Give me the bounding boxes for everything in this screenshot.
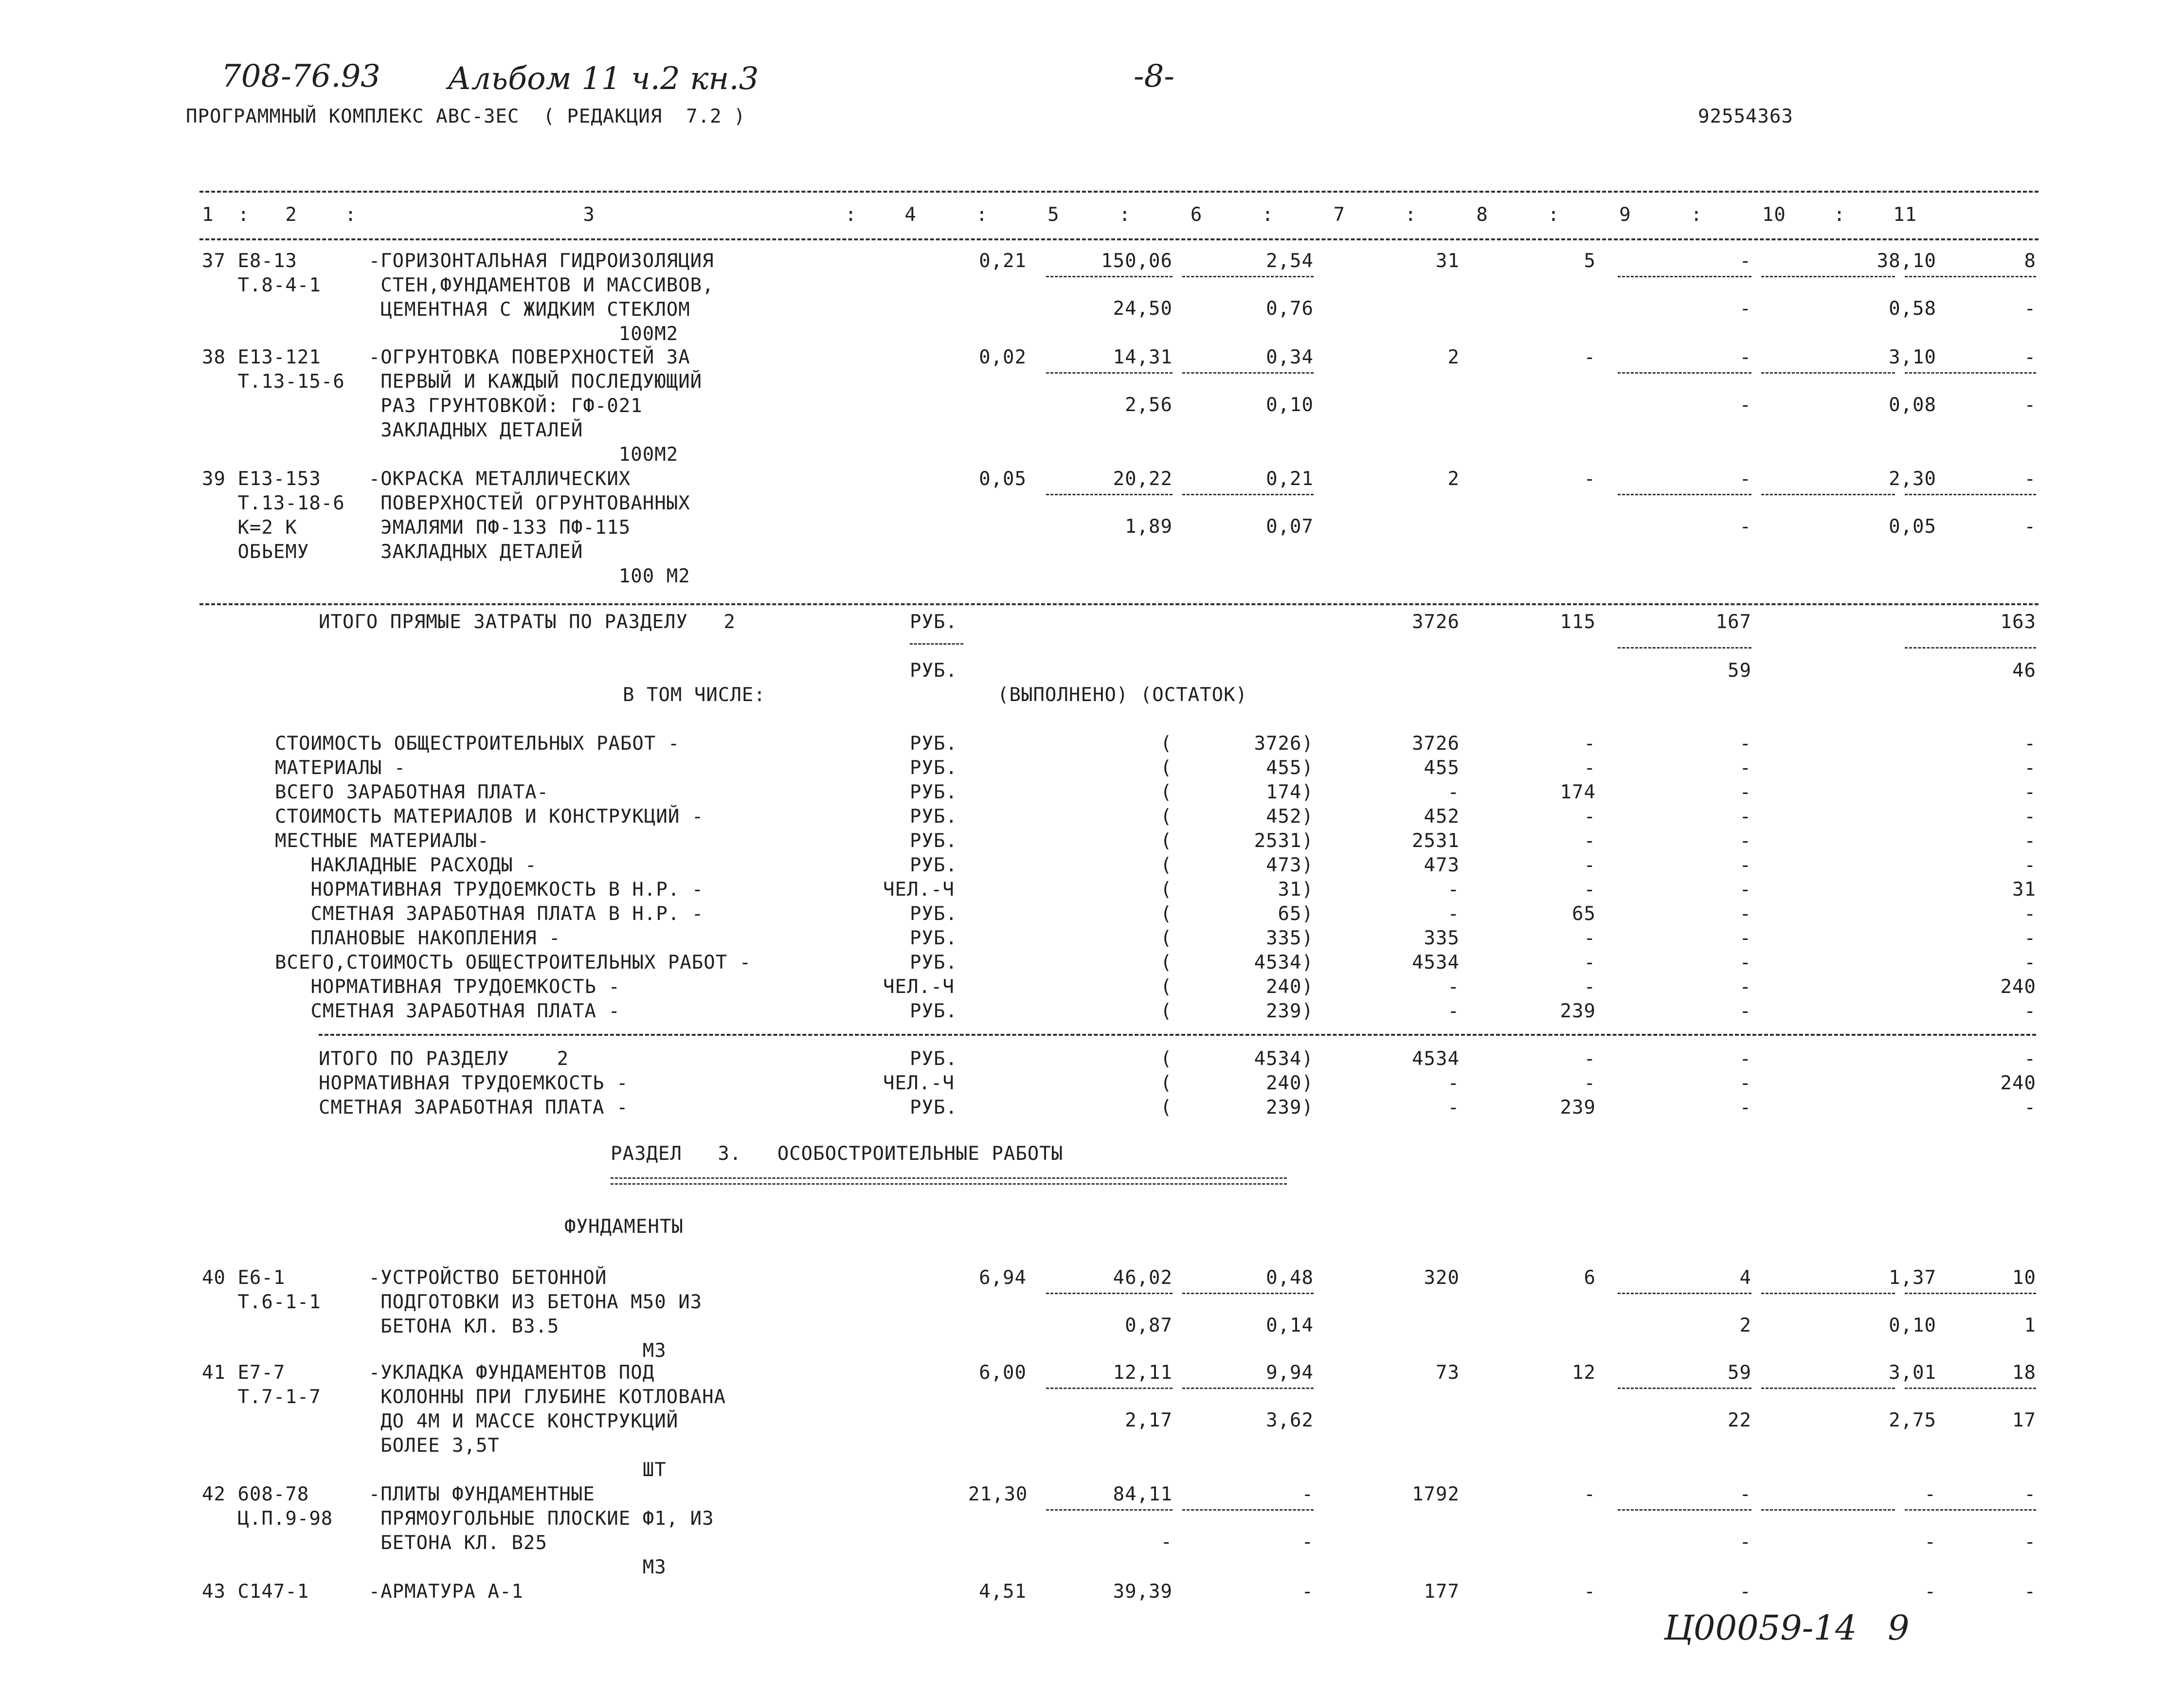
summary-done: 174) [1266, 781, 1314, 803]
row-text-line: 38 Е13-121 -ОГРУНТОВКА ПОВЕРХНОСТЕЙ ЗА [202, 346, 690, 368]
row-text-line: 40 Е6-1 -УСТРОЙСТВО БЕТОННОЙ [202, 1267, 607, 1289]
total-direct-c7: 3726 [1412, 611, 1460, 633]
row-text-line: Т.13-18-6 ПОВЕРХНОСТЕЙ ОГРУНТОВАННЫХ [202, 492, 690, 514]
cell-rule [1905, 372, 2036, 374]
total-rule [199, 603, 2039, 605]
cell-rule [1182, 276, 1314, 277]
cell-c11: 18 [2012, 1362, 2036, 1384]
cell-c9: - [1739, 1581, 1751, 1603]
summary-paren: ( [1160, 927, 1173, 949]
total-direct-c8: 115 [1560, 611, 1596, 633]
summary-unit: РУБ. [910, 1097, 957, 1119]
summary-label: МАТЕРИАЛЫ - [275, 757, 406, 779]
cell-c5-salary: 24,50 [1113, 298, 1173, 320]
section-total-rule [319, 1034, 2036, 1036]
cell-c5: 84,11 [1113, 1483, 1173, 1505]
summary-label: СМЕТНАЯ ЗАРАБОТНАЯ ПЛАТА - [319, 1097, 629, 1119]
summary-paren: ( [1160, 903, 1173, 925]
cell-c9: - [1739, 250, 1751, 272]
cell-c9: - [1739, 1483, 1751, 1505]
cell-c10-salary: 2,75 [1889, 1409, 1936, 1431]
summary-paren: ( [1160, 879, 1173, 901]
summary-c11: - [2024, 733, 2036, 755]
summary-c9: - [1739, 781, 1751, 803]
row-text-line: ШТ [202, 1459, 667, 1481]
summary-paren: ( [1160, 976, 1173, 998]
cell-rule [1046, 1509, 1173, 1511]
total-direct-c11: 163 [2000, 611, 2036, 633]
cell-c5: 14,31 [1113, 346, 1173, 368]
summary-done: 240) [1266, 976, 1314, 998]
summary-done: 335) [1266, 927, 1314, 949]
summary-c11: - [2024, 781, 2036, 803]
summary-c9: - [1739, 879, 1751, 901]
section3-underline-2 [611, 1183, 1287, 1185]
cell-c10: - [1924, 1483, 1936, 1505]
row-text-line: М3 [202, 1340, 667, 1362]
summary-paren: ( [1160, 1000, 1173, 1022]
cell-c11-salary: 17 [2012, 1409, 2036, 1431]
summary-c7: - [1447, 1072, 1460, 1094]
summary-paren: ( [1160, 806, 1173, 828]
summary-c9: - [1739, 976, 1751, 998]
row-text-line: М3 [202, 1556, 667, 1578]
cell-rule [1905, 1293, 2036, 1294]
summary-done: 2531) [1254, 830, 1314, 852]
row-text-line: 41 Е7-7 -УКЛАДКА ФУНДАМЕНТОВ ПОД [202, 1362, 655, 1384]
summary-c8: - [1584, 1072, 1596, 1094]
cell-rule [1182, 1509, 1314, 1511]
cell-c6-salary: 3,62 [1266, 1409, 1314, 1431]
cell-rule [1182, 1388, 1314, 1389]
cell-c9-salary: 2 [1739, 1315, 1751, 1336]
cell-c5: 20,22 [1113, 468, 1173, 490]
summary-c8: - [1584, 952, 1596, 974]
cell-rule [1905, 494, 2036, 495]
summary-done: 4534) [1254, 1048, 1314, 1070]
summary-c11: - [2024, 952, 2036, 974]
summary-c8: - [1584, 879, 1596, 901]
summary-label: НОРМАТИВНАЯ ТРУДОЕМКОСТЬ - [275, 976, 620, 998]
total-direct-label: ИТОГО ПРЯМЫЕ ЗАТРАТЫ ПО РАЗДЕЛУ 2 [319, 611, 736, 633]
section3-underline-1 [611, 1177, 1287, 1179]
summary-c9: - [1739, 1048, 1751, 1070]
summary-paren: ( [1160, 1097, 1173, 1119]
summary-c11: - [2024, 927, 2036, 949]
cell-c6-salary: 0,14 [1266, 1315, 1314, 1336]
cell-c4: 6,94 [979, 1267, 1027, 1289]
summary-c11: - [2024, 903, 2036, 925]
c11-underline [1905, 647, 2036, 649]
cell-c7: 177 [1424, 1581, 1460, 1603]
total-direct-c11b: 46 [2012, 660, 2036, 682]
cell-c6: - [1301, 1581, 1314, 1603]
summary-c7: 4534 [1412, 952, 1460, 974]
summary-c8: - [1584, 806, 1596, 828]
handwritten-album: Альбом 11 ч.2 кн.3 [448, 61, 759, 97]
summary-label: СТОИМОСТЬ ОБЩЕСТРОИТЕЛЬНЫХ РАБОТ - [275, 733, 680, 755]
summary-label: ПЛАНОВЫЕ НАКОПЛЕНИЯ - [275, 927, 561, 949]
total-direct-unit2: РУБ. [910, 660, 957, 682]
cell-c9-salary: - [1739, 516, 1751, 538]
cell-c9: 59 [1728, 1362, 1751, 1384]
cell-c6-salary: 0,76 [1266, 298, 1314, 320]
cell-c5: 150,06 [1101, 250, 1173, 272]
summary-unit: РУБ. [910, 806, 957, 828]
row-text-line: БЕТОНА КЛ. В25 [202, 1532, 547, 1554]
cell-c11: - [2024, 1483, 2036, 1505]
cell-c8: - [1584, 1581, 1596, 1603]
summary-c11: - [2024, 757, 2036, 779]
summary-c9: - [1739, 1097, 1751, 1119]
summary-c8: - [1584, 854, 1596, 876]
summary-c9: - [1739, 854, 1751, 876]
summary-c8: - [1584, 733, 1596, 755]
summary-paren: ( [1160, 854, 1173, 876]
summary-c11: - [2024, 854, 2036, 876]
summary-done: 455) [1266, 757, 1314, 779]
summary-c8: 239 [1560, 1000, 1596, 1022]
row-text-line: 100 М2 [202, 565, 690, 587]
total-direct-unit: РУБ. [910, 611, 957, 633]
summary-unit: РУБ. [910, 733, 957, 755]
summary-c11: - [2024, 1000, 2036, 1022]
cell-c8: 5 [1584, 250, 1596, 272]
row-text-line: 100М2 [202, 323, 679, 345]
cell-rule [1761, 1509, 1895, 1511]
summary-unit: ЧЕЛ.-Ч [883, 879, 955, 901]
row-text-line: 39 Е13-153 -ОКРАСКА МЕТАЛЛИЧЕСКИХ [202, 468, 631, 490]
cell-c10-salary: 0,08 [1889, 394, 1936, 416]
handwritten-page-number: -8- [1134, 58, 1174, 94]
cell-rule [1182, 372, 1314, 374]
summary-label: СМЕТНАЯ ЗАРАБОТНАЯ ПЛАТА В Н.Р. - [275, 903, 704, 925]
unit-underline [910, 643, 963, 645]
summary-c11: 31 [2012, 879, 2036, 901]
cell-rule [1618, 276, 1751, 277]
summary-c8: - [1584, 830, 1596, 852]
summary-done: 3726) [1254, 733, 1314, 755]
cell-rule [1905, 1388, 2036, 1389]
summary-c8: - [1584, 976, 1596, 998]
summary-c7: - [1447, 781, 1460, 803]
summary-c7: 473 [1424, 854, 1460, 876]
summary-c7: - [1447, 879, 1460, 901]
cell-c5: 39,39 [1113, 1581, 1173, 1603]
summary-c8: - [1584, 1048, 1596, 1070]
cell-c11: - [2024, 468, 2036, 490]
cell-c10: 2,30 [1889, 468, 1936, 490]
cell-rule [1046, 1388, 1173, 1389]
cell-c9: 4 [1739, 1267, 1751, 1289]
cell-c6: 2,54 [1266, 250, 1314, 272]
including-columns: (ВЫПОЛНЕНО) (ОСТАТОК) [997, 684, 1248, 706]
cell-c7: 1792 [1412, 1483, 1460, 1505]
cell-c6: - [1301, 1483, 1314, 1505]
summary-unit: РУБ. [910, 781, 957, 803]
cell-c4: 0,02 [979, 346, 1027, 368]
row-text-line: Ц.П.9-98 ПРЯМОУГОЛЬНЫЕ ПЛОСКИЕ Ф1, ИЗ [202, 1508, 714, 1530]
row-text-line: Т.6-1-1 ПОДГОТОВКИ ИЗ БЕТОНА М50 ИЗ [202, 1291, 703, 1313]
cell-c5-salary: 2,17 [1125, 1409, 1173, 1431]
summary-c7: 335 [1424, 927, 1460, 949]
cell-c11-salary: - [2024, 516, 2036, 538]
cell-rule [1761, 1293, 1895, 1294]
cell-c5-salary: 1,89 [1125, 516, 1173, 538]
row-text-line: ЦЕМЕНТНАЯ С ЖИДКИМ СТЕКЛОМ [202, 299, 690, 321]
cell-c10: 3,10 [1889, 346, 1936, 368]
cell-c8: - [1584, 1483, 1596, 1505]
including-label: В ТОМ ЧИСЛЕ: [623, 684, 766, 706]
total-direct-c9: 167 [1715, 611, 1751, 633]
program-header: ПРОГРАММНЫЙ КОМПЛЕКС АВС-3ЕС ( РЕДАКЦИЯ 7.2 ) [186, 106, 746, 127]
summary-c9: - [1739, 1072, 1751, 1094]
cell-c4: 0,05 [979, 468, 1027, 490]
total-direct-c9b: 59 [1728, 660, 1751, 682]
summary-unit: ЧЕЛ.-Ч [883, 976, 955, 998]
cell-c10: - [1924, 1581, 1936, 1603]
section3-title: РАЗДЕЛ 3. ОСОБОСТРОИТЕЛЬНЫЕ РАБОТЫ [611, 1143, 1064, 1165]
summary-paren: ( [1160, 781, 1173, 803]
cell-rule [1182, 494, 1314, 495]
cell-c10-salary: 0,58 [1889, 298, 1936, 320]
cell-rule [1618, 494, 1751, 495]
summary-label: СТОИМОСТЬ МАТЕРИАЛОВ И КОНСТРУКЦИЙ - [275, 806, 704, 828]
cell-c6-salary: 0,07 [1266, 516, 1314, 538]
cell-c11-salary: - [2024, 1531, 2036, 1553]
summary-c9: - [1739, 830, 1751, 852]
cell-c4: 6,00 [979, 1362, 1027, 1384]
cell-c9-salary: - [1739, 394, 1751, 416]
cell-rule [1046, 276, 1173, 277]
row-text-line: РАЗ ГРУНТОВКОЙ: ГФ-021 [202, 395, 643, 417]
row-text-line: Т.7-1-7 КОЛОННЫ ПРИ ГЛУБИНЕ КОТЛОВАНА [202, 1386, 726, 1408]
cell-c6-salary: 0,10 [1266, 394, 1314, 416]
row-text-line: БЕТОНА КЛ. В3.5 [202, 1316, 560, 1337]
cell-c6: 9,94 [1266, 1362, 1314, 1384]
summary-done: 65) [1278, 903, 1314, 925]
summary-c11: - [2024, 1097, 2036, 1119]
row-text-line: ОБЬЕМУ ЗАКЛАДНЫХ ДЕТАЛЕЙ [202, 541, 583, 563]
summary-unit: РУБ. [910, 830, 957, 852]
handwritten-stamp: Ц00059-14 [1664, 1608, 1857, 1648]
cell-c11-salary: 1 [2024, 1315, 2036, 1336]
row-text-line: БОЛЕЕ 3,5Т [202, 1435, 500, 1457]
row-text-line: Т.13-15-6 ПЕРВЫЙ И КАЖДЫЙ ПОСЛЕДУЮЩИЙ [202, 371, 703, 393]
cell-rule [1618, 1509, 1751, 1511]
summary-label: СМЕТНАЯ ЗАРАБОТНАЯ ПЛАТА - [275, 1000, 620, 1022]
cell-rule [1618, 372, 1751, 374]
summary-c8: 65 [1572, 903, 1596, 925]
summary-done: 4534) [1254, 952, 1314, 974]
handwritten-sheet-number: 9 [1888, 1608, 1910, 1648]
summary-paren: ( [1160, 733, 1173, 755]
cell-rule [1761, 494, 1895, 495]
cell-c5-salary: 2,56 [1125, 394, 1173, 416]
summary-c7: 2531 [1412, 830, 1460, 852]
cell-c9-salary: - [1739, 1531, 1751, 1553]
cell-c10-salary: 0,05 [1889, 516, 1936, 538]
summary-c7: - [1447, 1097, 1460, 1119]
cell-c9: - [1739, 346, 1751, 368]
summary-c9: - [1739, 1000, 1751, 1022]
summary-c11: - [2024, 1048, 2036, 1070]
summary-unit: РУБ. [910, 952, 957, 974]
summary-c11: 240 [2000, 976, 2036, 998]
summary-done: 239) [1266, 1097, 1314, 1119]
column-numbers: 1 : 2 : 3 : 4 : 5 : 6 : 7 : 8 : 9 : 10 : 11 [202, 204, 1917, 226]
cell-c11-salary: - [2024, 394, 2036, 416]
summary-label: НОРМАТИВНАЯ ТРУДОЕМКОСТЬ В Н.Р. - [275, 879, 704, 901]
table-header-rule [199, 238, 2039, 240]
summary-done: 31) [1278, 879, 1314, 901]
cell-c11: 8 [2024, 250, 2036, 272]
row-text-line: 42 608-78 -ПЛИТЫ ФУНДАМЕНТНЫЕ [202, 1483, 595, 1505]
cell-rule [1046, 494, 1173, 495]
summary-c7: - [1447, 976, 1460, 998]
cell-rule [1905, 276, 2036, 277]
cell-rule [1905, 1509, 2036, 1511]
cell-c10-salary: 0,10 [1889, 1315, 1936, 1336]
summary-c11: - [2024, 830, 2036, 852]
summary-c8: 174 [1560, 781, 1596, 803]
row-text-line: 100М2 [202, 444, 679, 466]
cell-c8: - [1584, 346, 1596, 368]
summary-c7: 452 [1424, 806, 1460, 828]
cell-c6: 0,21 [1266, 468, 1314, 490]
summary-c9: - [1739, 927, 1751, 949]
cell-rule [1182, 1293, 1314, 1294]
cell-rule [1618, 1293, 1751, 1294]
summary-c8: - [1584, 927, 1596, 949]
cell-c8: 12 [1572, 1362, 1596, 1384]
summary-unit: ЧЕЛ.-Ч [883, 1072, 955, 1094]
summary-c7: 4534 [1412, 1048, 1460, 1070]
summary-c11: - [2024, 806, 2036, 828]
cell-c5: 12,11 [1113, 1362, 1173, 1384]
summary-paren: ( [1160, 1072, 1173, 1094]
summary-c9: - [1739, 757, 1751, 779]
cell-c5-salary: 0,87 [1125, 1315, 1173, 1336]
table-top-rule [199, 191, 2039, 193]
cell-rule [1761, 1388, 1895, 1389]
cell-c11: 10 [2012, 1267, 2036, 1289]
c9-underline [1618, 647, 1751, 649]
cell-c4: 0,21 [979, 250, 1027, 272]
summary-paren: ( [1160, 952, 1173, 974]
summary-unit: РУБ. [910, 927, 957, 949]
cell-rule [1046, 372, 1173, 374]
summary-unit: РУБ. [910, 757, 957, 779]
summary-done: 473) [1266, 854, 1314, 876]
cell-c7: 320 [1424, 1267, 1460, 1289]
summary-c7: 455 [1424, 757, 1460, 779]
summary-c8: - [1584, 757, 1596, 779]
cell-c4: 21,30 [968, 1483, 1028, 1505]
summary-c11: 240 [2000, 1072, 2036, 1094]
cell-c10-salary: - [1924, 1531, 1936, 1553]
cell-rule [1761, 276, 1895, 277]
cell-c11: - [2024, 346, 2036, 368]
cell-c7: 31 [1436, 250, 1460, 272]
summary-unit: РУБ. [910, 1000, 957, 1022]
summary-done: 240) [1266, 1072, 1314, 1094]
summary-paren: ( [1160, 1048, 1173, 1070]
cell-c9-salary: 22 [1728, 1409, 1751, 1431]
summary-c7: - [1447, 1000, 1460, 1022]
cell-c10: 3,01 [1889, 1362, 1936, 1384]
cell-c9: - [1739, 468, 1751, 490]
cell-c7: 2 [1447, 468, 1460, 490]
handwritten-doc-code: 708-76.93 [221, 58, 380, 94]
summary-c9: - [1739, 903, 1751, 925]
cell-rule [1046, 1293, 1173, 1294]
cell-c11: - [2024, 1581, 2036, 1603]
summary-c9: - [1739, 806, 1751, 828]
summary-label: ВСЕГО ЗАРАБОТНАЯ ПЛАТА- [275, 781, 549, 803]
cell-c5-salary: - [1160, 1531, 1173, 1553]
summary-c9: - [1739, 952, 1751, 974]
cell-c10: 38,10 [1877, 250, 1936, 272]
summary-done: 452) [1266, 806, 1314, 828]
summary-unit: РУБ. [910, 1048, 957, 1070]
summary-label: НАКЛАДНЫЕ РАСХОДЫ - [275, 854, 537, 876]
summary-paren: ( [1160, 830, 1173, 852]
summary-label: МЕСТНЫЕ МАТЕРИАЛЫ- [275, 830, 489, 852]
cell-c7: 2 [1447, 346, 1460, 368]
summary-label: ВСЕГО,СТОИМОСТЬ ОБЩЕСТРОИТЕЛЬНЫХ РАБОТ - [275, 952, 752, 974]
summary-c7: - [1447, 903, 1460, 925]
cell-c6: 0,48 [1266, 1267, 1314, 1289]
row-text-line: 43 С147-1 -АРМАТУРА А-1 [202, 1581, 523, 1603]
cell-c8: 6 [1584, 1267, 1596, 1289]
section3-subtitle: ФУНДАМЕНТЫ [564, 1216, 684, 1238]
cell-c6: 0,34 [1266, 346, 1314, 368]
summary-unit: РУБ. [910, 854, 957, 876]
summary-c8: 239 [1560, 1097, 1596, 1119]
cell-c4: 4,51 [979, 1581, 1027, 1603]
cell-c7: 73 [1436, 1362, 1460, 1384]
summary-done: 239) [1266, 1000, 1314, 1022]
cell-c9-salary: - [1739, 298, 1751, 320]
row-text-line: К=2 К ЭМАЛЯМИ ПФ-133 ПФ-115 [202, 517, 631, 539]
cell-rule [1618, 1388, 1751, 1389]
cell-c6-salary: - [1301, 1531, 1314, 1553]
cell-rule [1761, 372, 1895, 374]
summary-c7: 3726 [1412, 733, 1460, 755]
summary-label: ИТОГО ПО РАЗДЕЛУ 2 [319, 1048, 569, 1070]
cell-c8: - [1584, 468, 1596, 490]
cell-c11-salary: - [2024, 298, 2036, 320]
cell-c10: 1,37 [1889, 1267, 1936, 1289]
summary-unit: РУБ. [910, 903, 957, 925]
summary-c9: - [1739, 733, 1751, 755]
row-text-line: 37 Е8-13 -ГОРИЗОНТАЛЬНАЯ ГИДРОИЗОЛЯЦИЯ [202, 250, 714, 272]
row-text-line: ЗАКЛАДНЫХ ДЕТАЛЕЙ [202, 419, 583, 441]
cell-c5: 46,02 [1113, 1267, 1173, 1289]
row-text-line: Т.8-4-1 СТЕН,ФУНДАМЕНТОВ И МАССИВОВ, [202, 274, 714, 296]
summary-paren: ( [1160, 757, 1173, 779]
document-number: 92554363 [1698, 106, 1793, 127]
summary-label: НОРМАТИВНАЯ ТРУДОЕМКОСТЬ - [319, 1072, 629, 1094]
row-text-line: ДО 4М И МАССЕ КОНСТРУКЦИЙ [202, 1410, 679, 1432]
